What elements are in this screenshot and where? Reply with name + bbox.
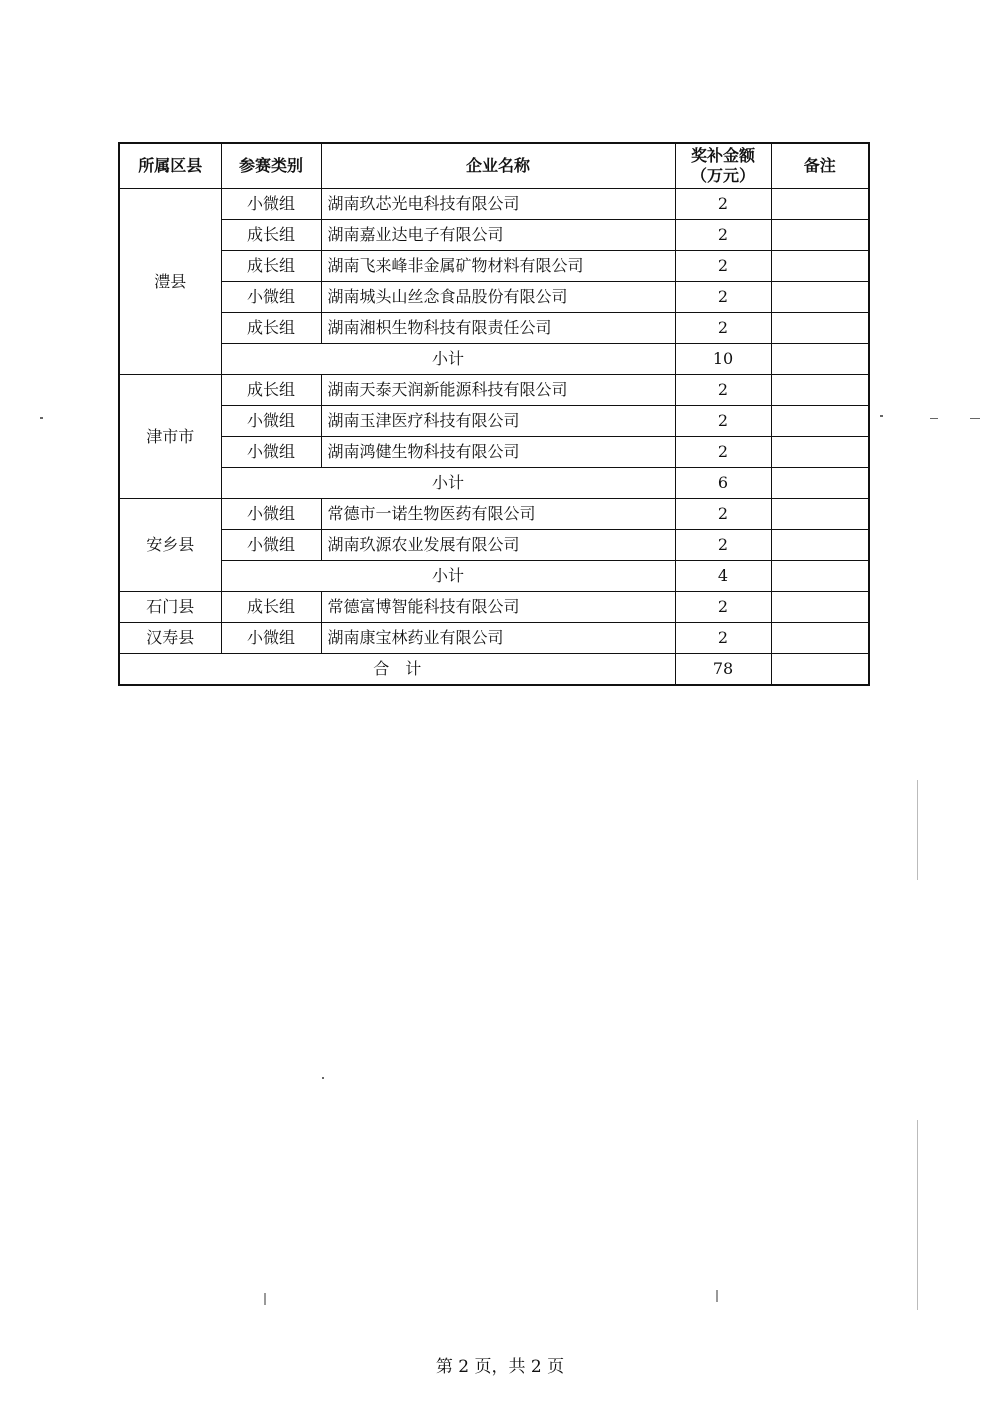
company-cell: 湖南玖源农业发展有限公司	[321, 530, 675, 561]
remark-cell	[771, 437, 869, 468]
remark-cell	[771, 313, 869, 344]
amount-cell: 2	[675, 251, 771, 282]
company-cell: 湖南天泰天润新能源科技有限公司	[321, 375, 675, 406]
amount-cell: 2	[675, 623, 771, 654]
scan-speck	[917, 780, 918, 880]
scan-speck	[322, 1077, 324, 1079]
subtotal-remark	[771, 561, 869, 592]
subtotal-row	[119, 344, 869, 375]
district-cell: 汉寿县	[119, 623, 221, 654]
category-cell: 成长组	[221, 592, 321, 623]
table-row	[119, 251, 869, 282]
award-table-container	[118, 142, 868, 686]
amount-cell: 2	[675, 220, 771, 251]
scan-speck	[264, 1293, 266, 1305]
amount-cell: 2	[675, 499, 771, 530]
category-cell: 小微组	[221, 437, 321, 468]
table-row	[119, 220, 869, 251]
amount-cell: 2	[675, 282, 771, 313]
amount-cell: 2	[675, 406, 771, 437]
district-cell: 澧县	[119, 189, 221, 375]
remark-cell	[771, 251, 869, 282]
district-cell: 津市市	[119, 375, 221, 499]
table-row	[119, 623, 869, 654]
scan-speck	[40, 417, 43, 419]
district-cell: 石门县	[119, 592, 221, 623]
total-label: 合 计	[119, 654, 675, 686]
amount-cell: 2	[675, 437, 771, 468]
header-company: 企业名称	[321, 143, 675, 189]
table-row	[119, 530, 869, 561]
table-body	[119, 189, 869, 686]
table-row	[119, 375, 869, 406]
category-cell: 小微组	[221, 530, 321, 561]
scan-speck	[970, 418, 980, 419]
company-cell: 湖南玉津医疗科技有限公司	[321, 406, 675, 437]
category-cell: 小微组	[221, 623, 321, 654]
subtotal-label: 小计	[221, 344, 675, 375]
company-cell: 湖南飞来峰非金属矿物材料有限公司	[321, 251, 675, 282]
total-amount: 78	[675, 654, 771, 686]
remark-cell	[771, 530, 869, 561]
company-cell: 湖南嘉业达电子有限公司	[321, 220, 675, 251]
subtotal-amount: 10	[675, 344, 771, 375]
page-footer: 第 2 页，共 2 页	[435, 1357, 565, 1377]
category-cell: 成长组	[221, 313, 321, 344]
subtotal-remark	[771, 344, 869, 375]
amount-cell: 2	[675, 189, 771, 220]
company-cell: 常德市一诺生物医药有限公司	[321, 499, 675, 530]
company-cell: 湖南康宝林药业有限公司	[321, 623, 675, 654]
remark-cell	[771, 499, 869, 530]
remark-cell	[771, 406, 869, 437]
category-cell: 成长组	[221, 375, 321, 406]
table-row	[119, 313, 869, 344]
remark-cell	[771, 282, 869, 313]
remark-cell	[771, 220, 869, 251]
header-district: 所属区县	[119, 143, 221, 189]
subtotal-amount: 6	[675, 468, 771, 499]
company-cell: 湖南湘枳生物科技有限责任公司	[321, 313, 675, 344]
table-row	[119, 499, 869, 530]
remark-cell	[771, 375, 869, 406]
category-cell: 成长组	[221, 220, 321, 251]
company-cell: 湖南城头山丝念食品股份有限公司	[321, 282, 675, 313]
header-amount-line2: （万元）	[690, 166, 755, 185]
table-row	[119, 189, 869, 220]
amount-cell: 2	[675, 313, 771, 344]
header-amount-line1: 奖补金额	[690, 146, 755, 165]
total-remark	[771, 654, 869, 686]
total-row	[119, 654, 869, 686]
amount-cell: 2	[675, 375, 771, 406]
subtotal-label: 小计	[221, 468, 675, 499]
category-cell: 成长组	[221, 251, 321, 282]
table-row	[119, 592, 869, 623]
category-cell: 小微组	[221, 189, 321, 220]
award-table	[118, 142, 870, 686]
header-remark: 备注	[771, 143, 869, 189]
scan-speck	[880, 415, 883, 417]
company-cell: 湖南鸿健生物科技有限公司	[321, 437, 675, 468]
category-cell: 小微组	[221, 282, 321, 313]
company-cell: 湖南玖芯光电科技有限公司	[321, 189, 675, 220]
district-cell: 安乡县	[119, 499, 221, 592]
header-amount	[675, 143, 771, 189]
category-cell: 小微组	[221, 499, 321, 530]
table-row	[119, 282, 869, 313]
subtotal-row	[119, 468, 869, 499]
table-row	[119, 406, 869, 437]
scan-speck	[930, 418, 938, 419]
amount-cell: 2	[675, 530, 771, 561]
table-row	[119, 437, 869, 468]
category-cell: 小微组	[221, 406, 321, 437]
header-category: 参赛类别	[221, 143, 321, 189]
subtotal-amount: 4	[675, 561, 771, 592]
remark-cell	[771, 623, 869, 654]
remark-cell	[771, 189, 869, 220]
subtotal-label: 小计	[221, 561, 675, 592]
header-row	[119, 143, 869, 189]
company-cell: 常德富博智能科技有限公司	[321, 592, 675, 623]
remark-cell	[771, 592, 869, 623]
scan-speck	[716, 1290, 718, 1302]
amount-cell: 2	[675, 592, 771, 623]
subtotal-remark	[771, 468, 869, 499]
scan-speck	[917, 1120, 918, 1310]
subtotal-row	[119, 561, 869, 592]
